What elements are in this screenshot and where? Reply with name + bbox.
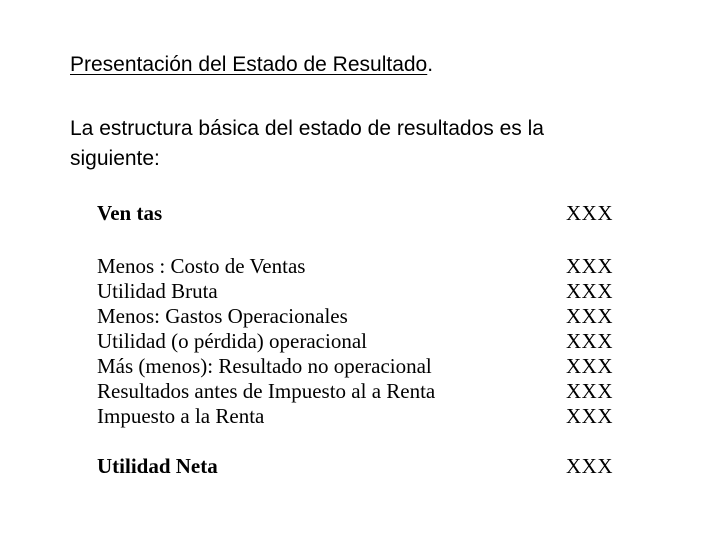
row-label: Utilidad Bruta bbox=[97, 279, 218, 303]
statement-row-sales bbox=[97, 200, 617, 226]
row-amount: XXX bbox=[566, 454, 613, 478]
row-amount: XXX bbox=[566, 201, 613, 225]
row-label: Utilidad Neta bbox=[97, 454, 218, 478]
row-amount: XXX bbox=[566, 329, 613, 353]
row-label: Impuesto a la Renta bbox=[97, 404, 265, 428]
statement-row-net-income bbox=[97, 453, 617, 479]
intro-paragraph: La estructura básica del estado de resultados es la siguiente: bbox=[70, 117, 544, 170]
heading-text: Presentación del Estado de Resultado bbox=[70, 53, 428, 76]
row-amount: XXX bbox=[566, 304, 613, 328]
slide-heading bbox=[70, 50, 433, 80]
row-amount: XXX bbox=[566, 354, 613, 378]
row-amount: XXX bbox=[566, 404, 613, 428]
statement-row-income-tax bbox=[97, 403, 617, 429]
heading-period: . bbox=[427, 53, 434, 76]
statement-row-operating-income bbox=[97, 328, 617, 354]
statement-row-gross-profit bbox=[97, 278, 617, 304]
row-label: Resultados antes de Impuesto al a Renta bbox=[97, 379, 436, 403]
row-label: Menos: Gastos Operacionales bbox=[97, 304, 348, 328]
row-amount: XXX bbox=[566, 379, 613, 403]
row-label: Utilidad (o pérdida) operacional bbox=[97, 329, 367, 353]
row-label: Ven tas bbox=[97, 201, 163, 225]
row-label: Menos : Costo de Ventas bbox=[97, 254, 306, 278]
statement-row-operating-expenses bbox=[97, 303, 617, 329]
row-amount: XXX bbox=[566, 279, 613, 303]
statement-row-non-operating-result bbox=[97, 353, 617, 379]
row-label: Más (menos): Resultado no operacional bbox=[97, 354, 432, 378]
statement-row-pretax-result bbox=[97, 378, 617, 404]
statement-row-cost-of-sales bbox=[97, 253, 617, 279]
row-amount: XXX bbox=[566, 254, 613, 278]
